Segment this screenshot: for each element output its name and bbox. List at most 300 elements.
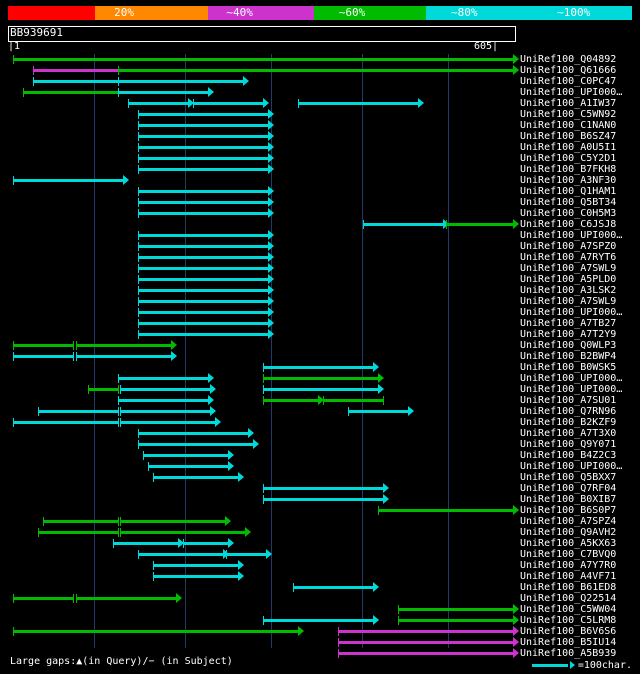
hsp-segment[interactable] [118, 69, 513, 72]
hit-label[interactable]: UniRef100_Q7RF04 [520, 483, 617, 494]
hit-label[interactable]: UniRef100_UPI000… [520, 307, 623, 318]
hit-label[interactable]: UniRef100_A3LSK2 [520, 285, 617, 296]
hsp-segment[interactable] [338, 630, 513, 633]
hsp-segment[interactable] [263, 399, 318, 402]
hsp-segment[interactable] [118, 377, 208, 380]
legend-segment [95, 6, 207, 20]
alignment-row[interactable] [8, 406, 514, 417]
hit-label[interactable]: UniRef100_B6S0P7 [520, 505, 617, 516]
hsp-end-tick [263, 374, 264, 383]
hsp-direction-arrow [408, 406, 414, 416]
hsp-direction-arrow [123, 175, 129, 185]
alignment-row[interactable] [8, 164, 514, 175]
hsp-direction-arrow [268, 186, 274, 196]
hsp-segment[interactable] [398, 619, 513, 622]
alignment-row[interactable] [8, 373, 514, 384]
hsp-segment[interactable] [120, 520, 225, 523]
hsp-direction-arrow [383, 494, 389, 504]
hit-label[interactable]: UniRef100_Q22514 [520, 593, 617, 604]
hsp-end-tick [183, 539, 184, 548]
hsp-segment[interactable] [153, 564, 238, 567]
hsp-segment[interactable] [138, 432, 248, 435]
hsp-segment[interactable] [138, 256, 268, 259]
hsp-direction-arrow [298, 626, 304, 636]
hsp-end-tick [263, 616, 264, 625]
hsp-direction-arrow [268, 329, 274, 339]
hsp-segment[interactable] [138, 212, 268, 215]
hsp-end-tick [153, 572, 154, 581]
hsp-direction-arrow [268, 164, 274, 174]
alignment-row[interactable] [8, 175, 514, 186]
hsp-segment[interactable] [138, 124, 268, 127]
hsp-direction-arrow [513, 505, 519, 515]
hsp-end-tick [118, 374, 119, 383]
hit-label[interactable]: UniRef100_A4VF71 [520, 571, 617, 582]
hsp-segment[interactable] [338, 641, 513, 644]
hit-label[interactable]: UniRef100_C7BVQ0 [520, 549, 617, 560]
hit-label[interactable]: UniRef100_A0U5I1 [520, 142, 617, 153]
hit-label[interactable]: UniRef100_C6JSJ8 [520, 219, 617, 230]
hsp-segment[interactable] [76, 355, 171, 358]
hsp-segment[interactable] [138, 168, 268, 171]
alignment-row[interactable] [8, 340, 514, 351]
hsp-end-tick [398, 616, 399, 625]
hsp-end-tick [13, 627, 14, 636]
hit-label[interactable]: UniRef100_C5WN92 [520, 109, 617, 120]
hsp-direction-arrow [248, 428, 254, 438]
hsp-direction-arrow [513, 65, 519, 75]
hsp-segment[interactable] [143, 454, 228, 457]
hit-label[interactable]: UniRef100_B7FKH8 [520, 164, 617, 175]
hit-label[interactable]: UniRef100_UPI000… [520, 384, 623, 395]
alignment-row[interactable] [8, 395, 514, 406]
hsp-segment[interactable] [138, 311, 268, 314]
alignment-row[interactable] [8, 120, 514, 131]
alignment-row[interactable] [8, 274, 514, 285]
hsp-end-tick [118, 385, 119, 394]
alignment-row[interactable] [8, 505, 514, 516]
hsp-segment[interactable] [263, 487, 383, 490]
alignment-row[interactable] [8, 428, 514, 439]
hsp-segment[interactable] [88, 388, 118, 391]
hsp-segment[interactable] [13, 344, 73, 347]
alignment-row[interactable] [8, 637, 514, 648]
hit-label[interactable]: UniRef100_Q5BT34 [520, 197, 617, 208]
footer [0, 652, 640, 674]
hsp-segment[interactable] [138, 201, 268, 204]
hsp-segment[interactable] [33, 69, 118, 72]
hsp-segment[interactable] [348, 410, 408, 413]
hsp-segment[interactable] [120, 531, 245, 534]
hsp-end-tick [120, 407, 121, 416]
hsp-segment[interactable] [138, 289, 268, 292]
hsp-segment[interactable] [263, 619, 373, 622]
alignment-row[interactable] [8, 516, 514, 527]
legend-label: ~40% [226, 6, 253, 19]
hsp-segment[interactable] [153, 575, 238, 578]
hit-label[interactable]: UniRef100_UPI000… [520, 230, 623, 241]
hsp-segment[interactable] [153, 476, 238, 479]
hit-label[interactable]: UniRef100_C1NAN0 [520, 120, 617, 131]
hsp-direction-arrow [263, 98, 269, 108]
alignment-row[interactable] [8, 571, 514, 582]
alignment-row[interactable] [8, 285, 514, 296]
hit-label[interactable]: UniRef100_A1IW37 [520, 98, 617, 109]
hsp-segment[interactable] [33, 80, 118, 83]
hsp-direction-arrow [513, 615, 519, 625]
alignment-row[interactable] [8, 329, 514, 340]
hsp-end-tick [263, 484, 264, 493]
hsp-segment[interactable] [138, 245, 268, 248]
alignment-row[interactable] [8, 87, 514, 98]
hit-label[interactable]: UniRef100_B4Z2C3 [520, 450, 617, 461]
hsp-direction-arrow [268, 197, 274, 207]
hit-label[interactable]: UniRef100_Q61666 [520, 65, 617, 76]
hsp-direction-arrow [253, 439, 259, 449]
legend-label: ~100% [557, 6, 591, 19]
alignment-row[interactable] [8, 252, 514, 263]
hsp-segment[interactable] [13, 179, 123, 182]
hsp-direction-arrow [245, 527, 251, 537]
hsp-segment[interactable] [138, 135, 268, 138]
hsp-direction-arrow [268, 274, 274, 284]
hsp-end-tick [138, 143, 139, 152]
hsp-direction-arrow [268, 263, 274, 273]
hsp-end-tick [263, 495, 264, 504]
hsp-end-tick [138, 308, 139, 317]
hsp-segment[interactable] [363, 223, 443, 226]
hsp-segment[interactable] [76, 597, 176, 600]
hit-label[interactable]: UniRef100_A7T3X0 [520, 428, 617, 439]
hsp-end-tick [113, 539, 114, 548]
legend-segment [208, 6, 314, 20]
hit-label[interactable]: UniRef100_B6V6S6 [520, 626, 617, 637]
scale-bar-icon [532, 664, 568, 667]
hsp-segment[interactable] [263, 388, 378, 391]
alignment-row[interactable] [8, 296, 514, 307]
hsp-direction-arrow [243, 76, 249, 86]
hit-label[interactable]: UniRef100_Q7RN96 [520, 406, 617, 417]
hit-label[interactable]: UniRef100_C5Y2D1 [520, 153, 617, 164]
hit-label[interactable]: UniRef100_A5B939 [520, 648, 617, 659]
hsp-direction-arrow [176, 593, 182, 603]
alignment-row[interactable] [8, 604, 514, 615]
hsp-segment[interactable] [13, 597, 73, 600]
hsp-segment[interactable] [113, 542, 178, 545]
hsp-segment[interactable] [138, 322, 268, 325]
hit-label[interactable]: UniRef100_B2BWP4 [520, 351, 617, 362]
hsp-end-tick [13, 55, 14, 64]
alignment-row[interactable] [8, 593, 514, 604]
hit-label[interactable]: UniRef100_UPI000… [520, 87, 623, 98]
hit-label[interactable]: UniRef100_B61ED8 [520, 582, 617, 593]
alignment-row[interactable] [8, 384, 514, 395]
alignment-row[interactable] [8, 230, 514, 241]
hsp-end-tick [88, 385, 89, 394]
hit-label[interactable]: UniRef100_B6SZ47 [520, 131, 617, 142]
scale-key [532, 660, 632, 671]
alignment-row[interactable] [8, 494, 514, 505]
hsp-direction-arrow [513, 54, 519, 64]
hsp-end-tick [138, 330, 139, 339]
alignment-row[interactable] [8, 142, 514, 153]
hsp-segment[interactable] [13, 421, 118, 424]
hsp-segment[interactable] [263, 366, 373, 369]
hsp-segment[interactable] [226, 553, 266, 556]
hsp-segment[interactable] [138, 146, 268, 149]
hit-label[interactable]: UniRef100_A7SU01 [520, 395, 617, 406]
hsp-end-tick [38, 407, 39, 416]
hsp-segment[interactable] [38, 410, 118, 413]
hsp-direction-arrow [268, 153, 274, 163]
hsp-end-tick [13, 594, 14, 603]
large-gaps-note: Large gaps:▲(in Query)/− (in Subject) [10, 656, 233, 667]
alignment-row[interactable] [8, 615, 514, 626]
query-scale-ticks [8, 41, 514, 53]
hsp-segment[interactable] [43, 520, 118, 523]
alignment-row[interactable] [8, 186, 514, 197]
hsp-direction-arrow [383, 483, 389, 493]
hit-label[interactable]: UniRef100_C0H5M3 [520, 208, 617, 219]
hsp-end-tick [138, 242, 139, 251]
alignment-row[interactable] [8, 582, 514, 593]
hsp-end-tick [73, 594, 74, 603]
alignment-row[interactable] [8, 362, 514, 373]
hit-label[interactable]: UniRef100_UPI000… [520, 461, 623, 472]
hit-label[interactable]: UniRef100_A7Y7R0 [520, 560, 617, 571]
hsp-end-tick [293, 583, 294, 592]
hsp-end-tick [33, 77, 34, 86]
hit-label[interactable]: UniRef100_C5WW04 [520, 604, 617, 615]
hsp-end-tick [38, 528, 39, 537]
hsp-segment[interactable] [398, 608, 513, 611]
hsp-end-tick [153, 561, 154, 570]
hsp-segment[interactable] [378, 509, 513, 512]
hsp-segment[interactable] [120, 388, 210, 391]
alignment-row[interactable] [8, 307, 514, 318]
hsp-end-tick [118, 77, 119, 86]
hsp-segment[interactable] [183, 542, 228, 545]
alignment-row[interactable] [8, 109, 514, 120]
hit-label[interactable]: UniRef100_A3NF30 [520, 175, 617, 186]
hsp-end-tick [143, 451, 144, 460]
hsp-end-tick [138, 231, 139, 240]
hsp-segment[interactable] [263, 377, 378, 380]
hit-label[interactable]: UniRef100_Q9AVH2 [520, 527, 617, 538]
alignment-row[interactable] [8, 65, 514, 76]
alignment-row[interactable] [8, 197, 514, 208]
hsp-segment[interactable] [138, 300, 268, 303]
hsp-end-tick [120, 385, 121, 394]
hsp-segment[interactable] [23, 91, 118, 94]
hsp-end-tick [138, 209, 139, 218]
hsp-end-tick [120, 528, 121, 537]
hsp-segment[interactable] [76, 344, 171, 347]
hit-label[interactable]: UniRef100_Q0WLP3 [520, 340, 617, 351]
hsp-end-tick [118, 407, 119, 416]
hsp-direction-arrow [268, 252, 274, 262]
hsp-end-tick [138, 121, 139, 130]
alignment-row[interactable] [8, 527, 514, 538]
hsp-end-tick [76, 341, 77, 350]
hsp-segment[interactable] [138, 333, 268, 336]
alignment-row[interactable] [8, 450, 514, 461]
hsp-segment[interactable] [298, 102, 418, 105]
hsp-segment[interactable] [13, 630, 298, 633]
hit-label[interactable]: UniRef100_B0WSK5 [520, 362, 617, 373]
hsp-end-tick [153, 473, 154, 482]
hsp-end-tick [13, 341, 14, 350]
alignment-row[interactable] [8, 417, 514, 428]
hsp-direction-arrow [268, 296, 274, 306]
hsp-end-tick [13, 352, 14, 361]
scale-arrow-icon [570, 661, 575, 669]
hsp-segment[interactable] [128, 102, 188, 105]
hsp-end-tick [118, 66, 119, 75]
alignment-row[interactable] [8, 439, 514, 450]
hsp-end-tick [338, 638, 339, 647]
hit-label[interactable]: UniRef100_Q1HAM1 [520, 186, 617, 197]
hsp-end-tick [118, 418, 119, 427]
hsp-segment[interactable] [118, 399, 208, 402]
hsp-direction-arrow [268, 109, 274, 119]
hsp-segment[interactable] [38, 531, 118, 534]
alignment-row[interactable] [8, 153, 514, 164]
hsp-segment[interactable] [138, 157, 268, 160]
hsp-direction-arrow [225, 516, 231, 526]
hsp-segment[interactable] [120, 421, 215, 424]
hsp-segment[interactable] [138, 278, 268, 281]
hsp-end-tick [446, 220, 447, 229]
alignment-row[interactable] [8, 208, 514, 219]
legend-label: 20% [114, 6, 134, 19]
hsp-end-tick [138, 319, 139, 328]
hsp-direction-arrow [268, 285, 274, 295]
hsp-segment[interactable] [138, 234, 268, 237]
hsp-end-tick [73, 341, 74, 350]
hsp-segment[interactable] [138, 190, 268, 193]
hsp-direction-arrow [513, 219, 519, 229]
hsp-end-tick [323, 396, 324, 405]
hsp-end-tick [138, 264, 139, 273]
hsp-segment[interactable] [138, 443, 253, 446]
hsp-end-tick [378, 506, 379, 515]
hsp-segment[interactable] [446, 223, 513, 226]
hit-label[interactable]: UniRef100_A7SPZ4 [520, 516, 617, 527]
hsp-end-tick [118, 396, 119, 405]
hsp-segment[interactable] [118, 91, 208, 94]
hsp-segment[interactable] [323, 399, 383, 402]
hsp-end-tick [128, 99, 129, 108]
alignment-row[interactable] [8, 538, 514, 549]
alignment-row[interactable] [8, 98, 514, 109]
alignment-row[interactable] [8, 483, 514, 494]
hsp-end-tick [13, 418, 14, 427]
legend-label: ~60% [338, 6, 366, 19]
query-end-label: 605| [474, 41, 499, 52]
hit-label[interactable]: UniRef100_UPI000… [520, 373, 623, 384]
hit-label[interactable]: UniRef100_C5LRM8 [520, 615, 617, 626]
hsp-segment[interactable] [118, 80, 243, 83]
alignment-row[interactable] [8, 76, 514, 87]
hsp-segment[interactable] [120, 410, 210, 413]
query-start-label: |1 [8, 41, 21, 52]
alignment-row[interactable] [8, 318, 514, 329]
hsp-end-tick [138, 154, 139, 163]
hsp-end-tick [348, 407, 349, 416]
hsp-end-tick [73, 352, 74, 361]
alignment-row[interactable] [8, 263, 514, 274]
hit-label[interactable]: UniRef100_A7SPZ0 [520, 241, 617, 252]
alignment-row[interactable] [8, 241, 514, 252]
hit-label[interactable]: UniRef100_A7SWL9 [520, 263, 617, 274]
hsp-direction-arrow [378, 384, 384, 394]
hsp-segment[interactable] [138, 113, 268, 116]
hsp-direction-arrow [268, 142, 274, 152]
hsp-direction-arrow [268, 307, 274, 317]
hit-label[interactable]: UniRef100_Q5BXX7 [520, 472, 617, 483]
alignment-row[interactable] [8, 549, 514, 560]
legend-label: ~80% [451, 6, 478, 19]
query-name: BB939691 [10, 26, 63, 39]
hsp-segment[interactable] [13, 355, 73, 358]
hsp-end-tick [23, 88, 24, 97]
hit-label[interactable]: UniRef100_Q9Y071 [520, 439, 617, 450]
hsp-end-tick [138, 440, 139, 449]
alignment-row[interactable] [8, 560, 514, 571]
legend-segment [8, 6, 95, 20]
hit-label[interactable]: UniRef100_B2KZF9 [520, 417, 617, 428]
hsp-direction-arrow [210, 384, 216, 394]
alignment-row[interactable] [8, 54, 514, 65]
hsp-end-tick [263, 396, 264, 405]
hsp-end-tick [120, 517, 121, 526]
hit-label[interactable]: UniRef100_B0XIB7 [520, 494, 617, 505]
hit-label[interactable]: UniRef100_Q04892 [520, 54, 617, 65]
hit-label[interactable]: UniRef100_A5PLD0 [520, 274, 617, 285]
hsp-segment[interactable] [293, 586, 373, 589]
hsp-end-tick [13, 176, 14, 185]
hsp-end-tick [383, 396, 384, 405]
hsp-direction-arrow [171, 351, 177, 361]
hsp-direction-arrow [373, 615, 379, 625]
hit-label[interactable]: UniRef100_A7RYT6 [520, 252, 617, 263]
hsp-segment[interactable] [263, 498, 383, 501]
hit-label[interactable]: UniRef100_A7TB27 [520, 318, 617, 329]
hsp-segment[interactable] [193, 102, 263, 105]
hsp-direction-arrow [418, 98, 424, 108]
alignment-row[interactable] [8, 351, 514, 362]
alignment-row[interactable] [8, 626, 514, 637]
hit-label[interactable]: UniRef100_A5KX63 [520, 538, 617, 549]
hsp-segment[interactable] [148, 465, 228, 468]
hsp-segment[interactable] [138, 267, 268, 270]
alignment-row[interactable] [8, 131, 514, 142]
hit-label[interactable]: UniRef100_C0PC47 [520, 76, 617, 87]
hsp-end-tick [138, 110, 139, 119]
hsp-segment[interactable] [138, 553, 223, 556]
hsp-end-tick [118, 88, 119, 97]
alignment-row[interactable] [8, 461, 514, 472]
alignment-row[interactable] [8, 472, 514, 483]
hit-label[interactable]: UniRef100_A7T2Y9 [520, 329, 617, 340]
hit-label[interactable]: UniRef100_B5IU14 [520, 637, 617, 648]
hsp-end-tick [338, 627, 339, 636]
alignment-row[interactable] [8, 219, 514, 230]
hsp-segment[interactable] [13, 58, 513, 61]
hit-label[interactable]: UniRef100_A7SWL9 [520, 296, 617, 307]
hsp-direction-arrow [266, 549, 272, 559]
